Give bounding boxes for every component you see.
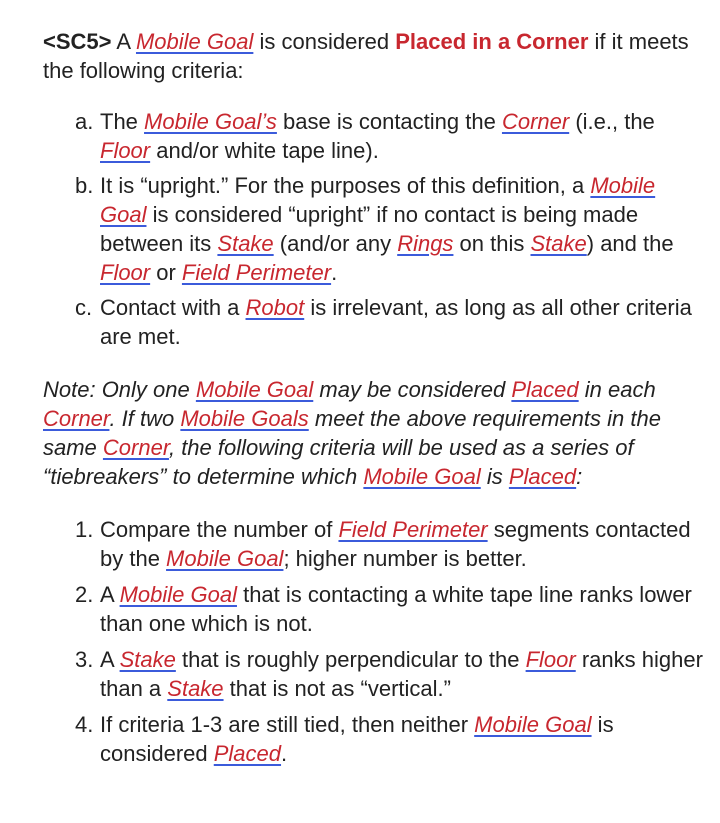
term-link-corner[interactable]: Corner bbox=[43, 406, 110, 431]
tiebreaker-3: 3. A Stake that is roughly perpendicular to the Floor ranks higher than a Stake that is not as “vertical.” bbox=[75, 647, 703, 701]
term-link-mobile-goal[interactable]: Mobile Goal bbox=[100, 173, 656, 227]
term-link-placed[interactable]: Placed bbox=[511, 377, 579, 402]
tiebreaker-2: 2. A Mobile Goal that is contacting a white tape line ranks lower than one which is not. bbox=[75, 582, 692, 636]
term-link-stake[interactable]: Stake bbox=[530, 231, 587, 256]
term-link-field-perimeter[interactable]: Field Perimeter bbox=[338, 517, 488, 542]
criterion-b: b. It is “upright.” For the purposes of this definition, a Mobile Goal is considered “upright” if no contact is being made between its Stake (and/or any Rings on this Stake) and the Floor or Field Perimeter. bbox=[75, 173, 674, 285]
term-link-field-perimeter[interactable]: Field Perimeter bbox=[181, 260, 332, 285]
list-marker: 1. bbox=[75, 517, 94, 542]
term-link-corner[interactable]: Corner bbox=[501, 109, 570, 134]
tiebreaker-list bbox=[43, 515, 704, 768]
tiebreaker-4: 4. If criteria 1-3 are still tied, then neither Mobile Goal is considered Placed. bbox=[75, 712, 614, 766]
term-link-rings[interactable]: Rings bbox=[397, 231, 454, 256]
list-marker: a. bbox=[75, 109, 94, 134]
list-marker: 4. bbox=[75, 712, 94, 737]
term-link-mobile-goals[interactable]: Mobile Goals bbox=[180, 406, 309, 431]
list-marker: 2. bbox=[75, 582, 94, 607]
tiebreaker-1: 1. Compare the number of Field Perimeter segments contacted by the Mobile Goal; higher number is better. bbox=[75, 517, 691, 571]
term-link-robot[interactable]: Robot bbox=[245, 295, 305, 320]
list-marker: c. bbox=[75, 295, 93, 320]
term-link-mobile-goal[interactable]: Mobile Goal bbox=[363, 464, 481, 489]
term-link-mobile-goal[interactable]: Mobile Goal bbox=[166, 546, 284, 571]
term-link-corner[interactable]: Corner bbox=[102, 435, 169, 460]
rule-intro: <SC5> A Mobile Goal is considered Placed in a Corner if it meets the following criteria: bbox=[43, 29, 689, 83]
placed-in-corner-term: Placed in a Corner bbox=[395, 29, 589, 54]
term-link-floor[interactable]: Floor bbox=[100, 138, 151, 163]
term-link-mobile-goal[interactable]: Mobile Goal bbox=[195, 377, 314, 402]
term-link-floor[interactable]: Floor bbox=[100, 260, 151, 285]
note-paragraph: Note: Only one Mobile Goal may be considered Placed in each Corner. If two Mobile Goals meet the above requirements in the same Corner, the following criteria will be used as a series of “tiebreakers” to determine which Mobile Goal is Placed: bbox=[43, 377, 661, 489]
term-link-mobile-goal[interactable]: Mobile Goal’s bbox=[144, 109, 277, 134]
term-link-mobile-goal[interactable]: Mobile Goal bbox=[119, 582, 237, 607]
term-link-floor[interactable]: Floor bbox=[525, 647, 576, 672]
term-link-mobile-goal[interactable]: Mobile Goal bbox=[474, 712, 592, 737]
term-link-mobile-goal[interactable]: Mobile Goal bbox=[135, 29, 254, 54]
criteria-list bbox=[43, 107, 704, 351]
term-link-stake[interactable]: Stake bbox=[217, 231, 274, 256]
term-link-placed[interactable]: Placed bbox=[213, 741, 282, 766]
rule-id: <SC5> bbox=[43, 29, 112, 54]
term-link-stake[interactable]: Stake bbox=[119, 647, 176, 672]
list-marker: b. bbox=[75, 173, 94, 198]
list-marker: 3. bbox=[75, 647, 94, 672]
term-link-placed[interactable]: Placed bbox=[508, 464, 577, 489]
criterion-c: c. Contact with a Robot is irrelevant, as long as all other criteria are met. bbox=[75, 295, 692, 349]
term-link-stake[interactable]: Stake bbox=[167, 676, 224, 701]
criterion-a: a. The Mobile Goal’s base is contacting the Corner (i.e., the Floor and/or white tape line). bbox=[75, 109, 655, 163]
